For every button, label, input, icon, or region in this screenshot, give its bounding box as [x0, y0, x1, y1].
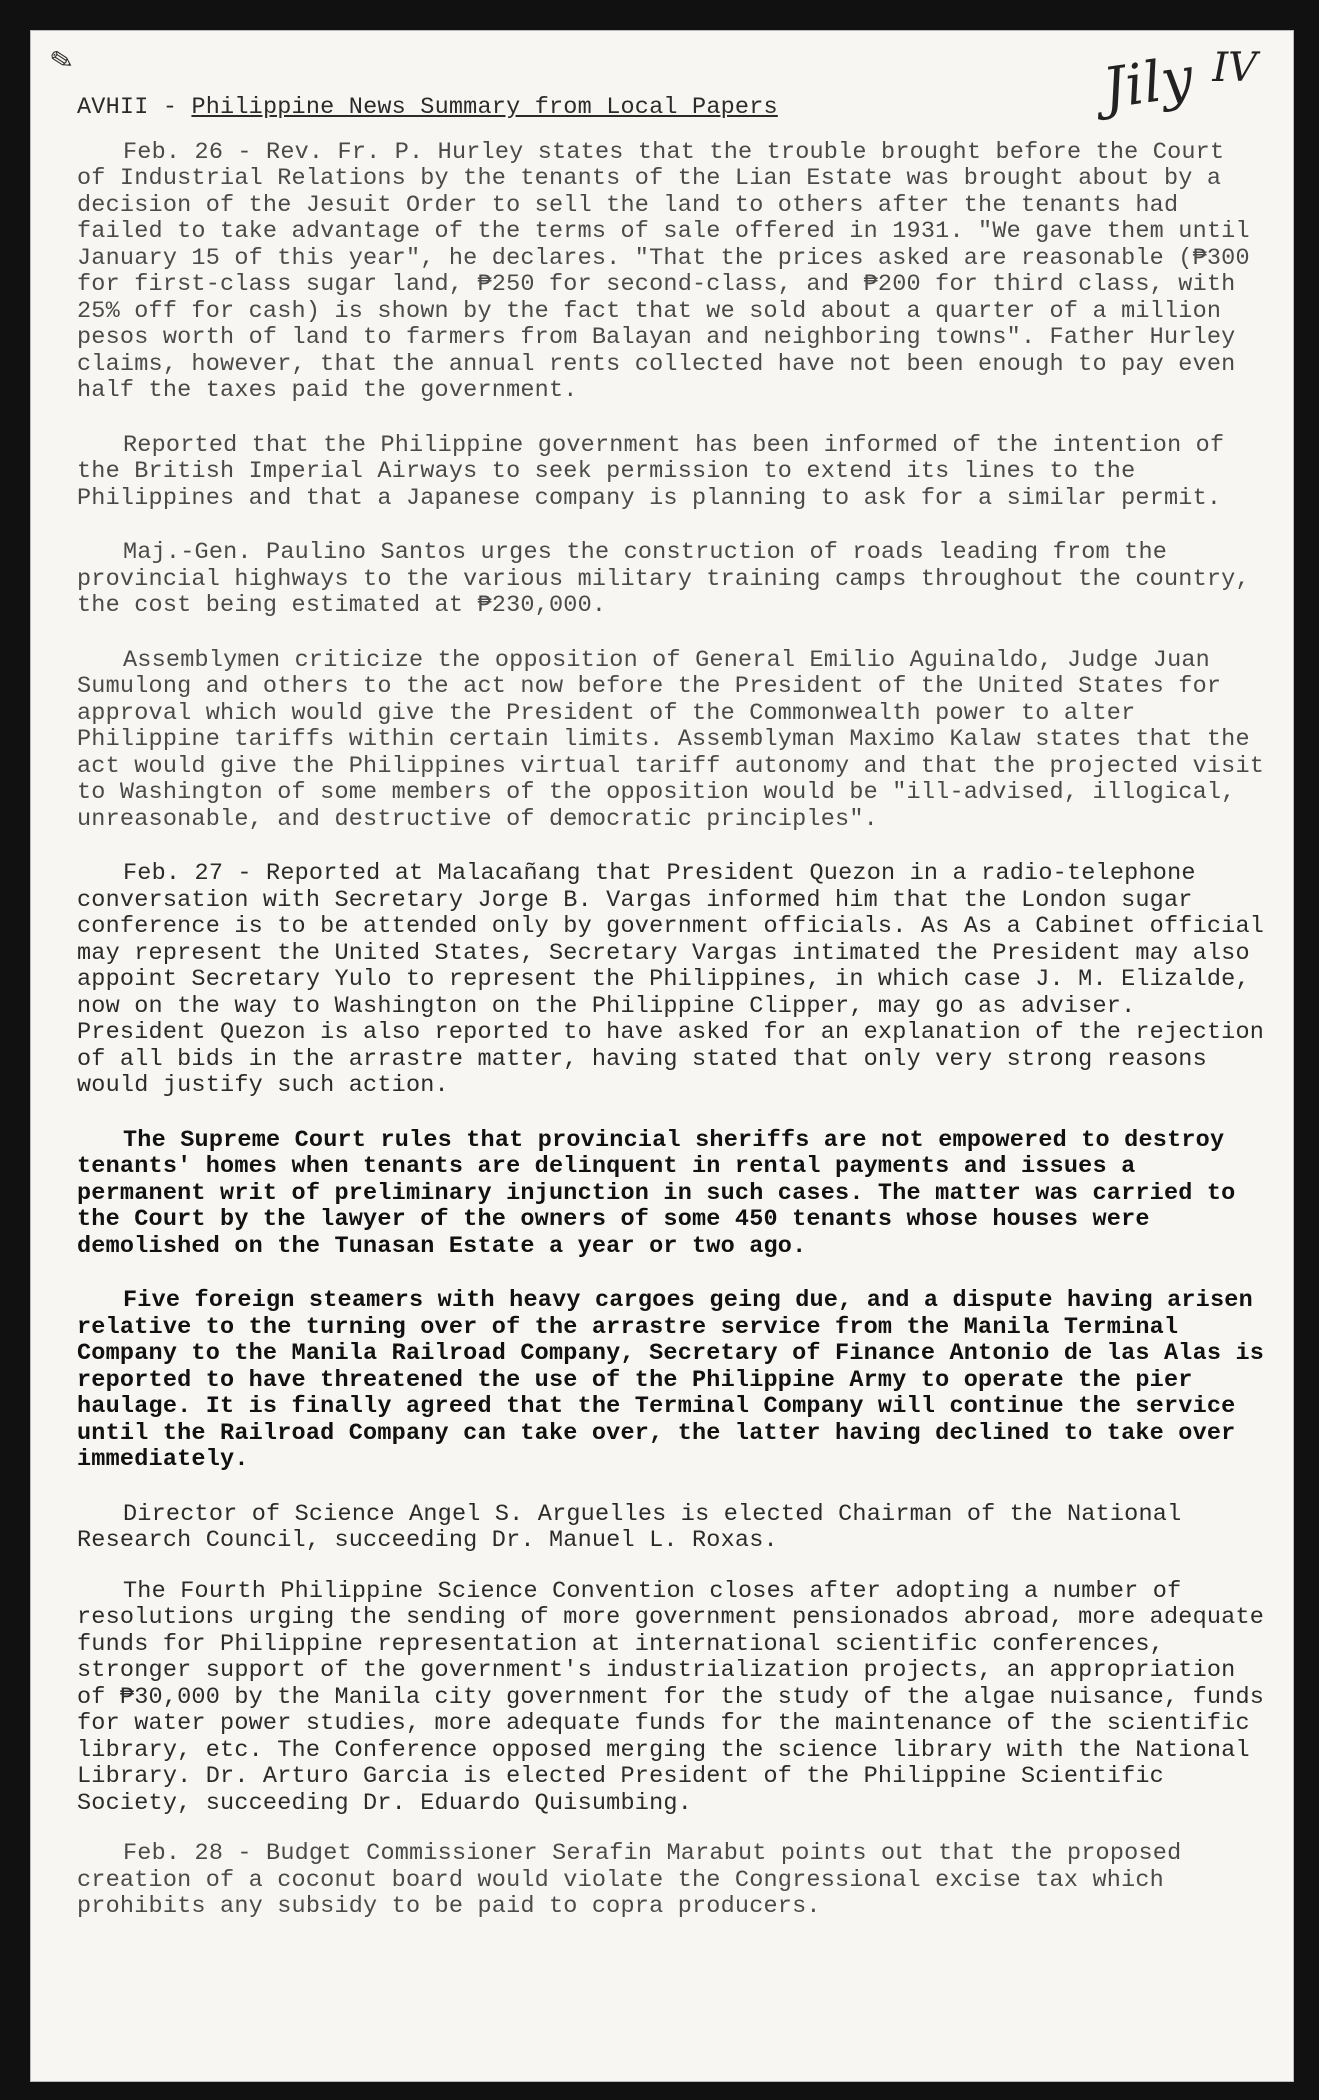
handwritten-reference: Jily: [1099, 45, 1198, 122]
news-paragraph: Director of Science Angel S. Arguelles is elected Chairman of the National Research Council, succeeding Dr. Manuel L. Roxas.: [77, 1500, 1182, 1554]
paper-clip-mark: ✎: [47, 41, 76, 83]
news-paragraph: The Fourth Philippine Science Convention closes after adopting a number of resolutions urging the sending of more government pensionados abroad, more adequate funds for Philippine representation at international scientific conferences, stronger support of the government's industrialization projects, an appropriation of ₱30,000 by the Manila city government for the study of the algae nuisance, funds for water power studies, more adequate funds for the maintenance of the scientific library, etc. The Conference opposed merging the science library with the National Library. Dr. Arturo Garcia is elected President of the Philippine Scientific Society, succeeding Dr. Eduardo Quisumbing.: [77, 1577, 1265, 1817]
news-paragraph: Five foreign steamers with heavy cargoes geing due, and a dispute having arisen relative to the turning over of the arrastre service from the Manila Terminal Company to the Manila Railroad Company, Secretary of Finance Antonio de las Alas is reported to have threatened the use of the Philippine Army to operate the pier haulage. It is finally agreed that the Terminal Company will continue the service until the Railroad Company can take over, the latter having declined to take over immediately.: [77, 1287, 1265, 1473]
news-paragraph: Feb. 28 - Budget Commissioner Serafin Marabut points out that the proposed creation of a coconut board would violate the Congressional excise tax which prohibits any subsidy to be paid to copra producers.: [77, 1840, 1182, 1920]
news-paragraph: Feb. 27 - Reported at Malacañang that President Quezon in a radio-telephone conversation with Secretary Jorge B. Vargas informed him that the London sugar conference is to be attended only by government officials. As As a Cabinet official may represent the United States, Secretary Vargas intimated the President may also appoint Secretary Yulo to represent the Philippines, in which case J. M. Elizalde, now on the way to Washington on the Philippine Clipper, may go as adviser. President Quezon is also reported to have asked for an explanation of the rejection of all bids in the arrastre matter, having stated that only very strong reasons would justify such action.: [77, 860, 1265, 1099]
section-number: IV: [1212, 45, 1257, 91]
news-paragraph: Maj.-Gen. Paulino Santos urges the construction of roads leading from the provincial highways to the various military training camps throughout the country, the cost being estimated at ₱230,000.: [77, 539, 1250, 619]
news-paragraph: Assemblymen criticize the opposition of General Emilio Aguinaldo, Judge Juan Sumulong and others to the act now before the President of the United States for approval which would give the President of the Commonwealth power to alter Philippine tariffs within certain limits. Assemblyman Maximo Kalaw states that the act would give the Philippines virtual tariff autonomy and that the projected visit to Washington of some members of the opposition would be "ill-advised, illogical, unreasonable, and destructive of democratic principles".: [77, 646, 1265, 833]
document-body: [77, 95, 1267, 1949]
news-paragraph: The Supreme Court rules that provincial sheriffs are not empowered to destroy tenants' homes when tenants are delinquent in rental payments and issues a permanent writ of preliminary injunction in such cases. The matter was carried to the Court by the lawyer of the owners of some 450 tenants whose houses were demolished on the Tunasan Estate a year or two ago.: [77, 1126, 1236, 1260]
document-header: [77, 95, 1267, 122]
header-title: Philippine News Summary from Local Papers: [191, 94, 778, 121]
document-page: [30, 30, 1294, 2082]
news-paragraph: Reported that the Philippine government has been informed of the intention of the British Imperial Airways to seek permission to extend its lines to the Philippines and that a Japanese company is planning to ask for a similar permit.: [77, 431, 1225, 512]
news-paragraph: Feb. 26 - Rev. Fr. P. Hurley states that the trouble brought before the Court of Industrial Relations by the tenants of the Lian Estate was brought about by a decision of the Jesuit Order to sell the land to others after the tenants had failed to take advantage of the terms of sale offered in 1931. "We gave them until January 15 of this year", he declares. "That the prices asked are reasonable (₱300 for first-class sugar land, ₱250 for second-class, and ₱200 for third class, with 25% off for cash) is shown by the fact that we sold about a quarter of a million pesos worth of land to farmers from Balayan and neighboring towns". Father Hurley claims, however, that the annual rents collected have not been enough to pay even half the taxes paid the government.: [77, 138, 1250, 404]
header-code: AVHII -: [77, 94, 178, 121]
